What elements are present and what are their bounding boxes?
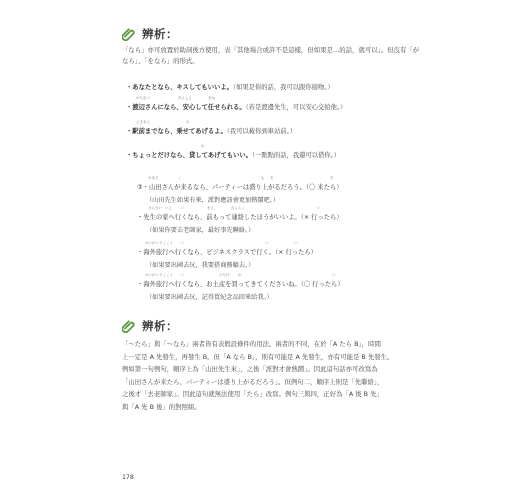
- paperclip-icon: [122, 27, 136, 41]
- bullet-translation: （一點點的話，我還可以借你。）: [251, 152, 341, 159]
- example-sentence-1: ③・山田さんが来るなら、パーティーは盛り上がるだろう。（〇 来たら）: [137, 184, 343, 191]
- ruby-text: えきまえ: [136, 120, 150, 124]
- paragraph-line: 「～たら」與「～なら」兩者皆有表假設條件的用法。兩者的不同，在於「A たら B」，時間: [122, 340, 381, 348]
- ruby-text: あ: [270, 176, 274, 180]
- paperclip-icon: [122, 319, 136, 333]
- bullet-example-4: [126, 150, 340, 159]
- ruby-text: みやげ: [219, 273, 230, 277]
- ruby-text: き: [330, 176, 334, 180]
- section-title: 辨析：: [142, 27, 178, 41]
- example-sentence-2: ・先生の家へ行くなら、前もって連絡したほうがいいよ。（× 行ったら）: [137, 214, 343, 221]
- ruby-text: まか: [208, 96, 215, 100]
- ruby-text: か: [238, 273, 242, 277]
- page-number: 178: [122, 474, 134, 481]
- ruby-text: れんらく: [231, 206, 245, 210]
- paragraph-line: 例如第一句例句，順序上為「山田先生來」，之後「派對才會熱鬧」。因此這句話亦可改寫為: [122, 365, 378, 374]
- example-translation-1: （山田先生如果有來，派對應該會更加熱鬧吧。）: [146, 197, 280, 204]
- section-paragraph: 「なら」亦可放置於助詞後方使用，表「其他場合或許不是這樣，但如果是…的話，就可以」。但沒有「がなら」、「をなら」的形式。: [122, 46, 420, 65]
- paragraph-line: 「山田さんが来たら、パーティーは盛り上がるだろう」。但例句二，順序上則是「先聯絡」，: [122, 377, 384, 386]
- bullet-japanese: ・あなたとなら、キスしてもいいよ。: [126, 84, 233, 91]
- section-heading-1: [122, 26, 178, 42]
- bullet-example-2: [126, 102, 346, 111]
- section-heading-2: [122, 318, 178, 334]
- ruby-text: か: [201, 144, 205, 148]
- ruby-text: い: [294, 241, 298, 245]
- paragraph-line: 與「A 先 B 後」的對照組。: [122, 402, 201, 411]
- ruby-text: い: [181, 206, 185, 210]
- example-sentence-3: ・海外旅行へ行くなら、ビジネスクラスで行く。（× 行ったら）: [137, 249, 317, 256]
- ruby-text: かいがいりょこう: [145, 241, 173, 245]
- ruby-text: いえ: [165, 206, 172, 210]
- ruby-text: く: [178, 176, 182, 180]
- paragraph-line: 上一定是 A 先發生，再發生 B。但「A なら B」，則有可能是 A 先發生，亦有可能是 B 先發生。: [122, 352, 394, 361]
- ruby-text: い: [332, 273, 336, 277]
- bullet-translation: （我可以載你到車站前。）: [226, 128, 297, 135]
- bullet-japanese: ・駅前までなら、乗せてあげるよ。: [126, 128, 227, 135]
- ruby-text: い: [181, 273, 185, 277]
- ruby-text: わたなべ: [136, 96, 150, 100]
- ruby-text: せんせい: [148, 206, 162, 210]
- ruby-text: の: [186, 120, 190, 124]
- comparison-paragraph: [122, 338, 432, 414]
- ruby-text: やまだ: [148, 176, 159, 180]
- bullet-example-3: [126, 126, 296, 135]
- bullet-japanese: ・渡辺さんになら、安心して任せられる。: [126, 104, 246, 111]
- paragraph-line: 之後才「去老師家」。因此這句就無法使用「たら」改寫。例句三與四，正好為「A 後 B 先」: [122, 390, 383, 399]
- example-translation-2: （如果你要去老師家，最好事先聯絡。）: [146, 227, 255, 234]
- example-translation-3: （如果要出國去玩，我要搭商務艙去。）: [146, 262, 255, 269]
- bullet-example-1: [126, 82, 334, 91]
- example-translation-4: （如果要出國去玩，記得買紀念品回來給我。）: [146, 294, 273, 301]
- ruby-text: あんしん: [178, 96, 192, 100]
- ruby-text: い: [181, 241, 185, 245]
- section-title: 辨析：: [142, 319, 178, 333]
- ruby-text: い: [317, 206, 321, 210]
- bullet-translation: （如果是你的話，我可以跟你接吻。）: [232, 84, 334, 91]
- ruby-text: かいがいりょこう: [145, 273, 173, 277]
- ruby-text: い: [265, 241, 269, 245]
- bullet-translation: （若是渡邊先生，可以安心交給他。）: [245, 104, 347, 111]
- ruby-text: も: [261, 176, 265, 180]
- ruby-text: まえ: [207, 206, 214, 210]
- bullet-japanese: ・ちょっとだけなら、貸してあげてもいい。: [126, 152, 252, 159]
- example-sentence-4: ・海外旅行へ行くなら、お土産を買ってきてくださいね。（〇 行ったら）: [137, 281, 344, 288]
